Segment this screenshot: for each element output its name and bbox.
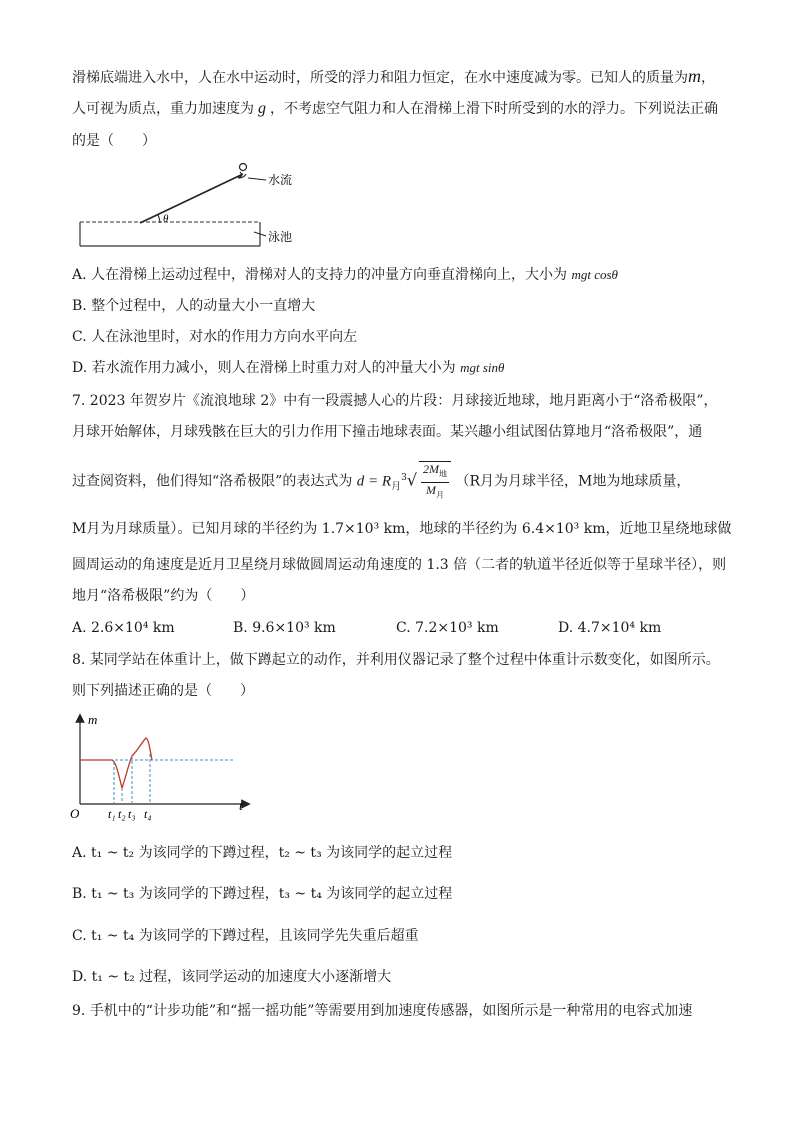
q7-line-1: 7. 2023 年贺岁片《流浪地球 2》中有一段震撼人心的片段：月球接近地球，地月距离小于“洛希极限”， [72,393,718,409]
x-axis-label: t [239,798,243,813]
q6-option-a: A. 人在滑梯上运动过程中，滑梯对人的支持力的冲量方向垂直滑梯向上，大小为 mgt cosθ [72,267,618,283]
g-variable: g [258,100,266,117]
q8-scale-graph [68,710,258,825]
flow-label: 水流 [268,173,293,187]
q7-line-6: 地月“洛希极限”约为（ ） [72,588,255,604]
q8-line-2: 则下列描述正确的是（ ） [72,683,254,699]
q6-option-d-formula: mgt sinθ [460,360,505,375]
y-axis-label: m [88,712,98,727]
root-index: 3 [401,473,407,483]
pool-outline [80,222,260,246]
tick-t2: t₂ [118,807,126,821]
scale-reading-curve [80,738,152,788]
q7-options [72,618,722,638]
q6-stem-line-2: 人可视为质点，重力加速度为 g ，不考虑空气阻力和人在滑梯上滑下时所受到的水的浮力。下列说法正确 [72,100,718,117]
q7-line-4: M月为月球质量）。已知月球的半径约为 1.7×10³ km，地球的半径约为 6.4×10³ km，近地卫星绕地球做 [72,521,732,537]
tick-t1: t₁ [108,807,116,821]
angle-label: θ [163,213,169,225]
q6-option-d: D. 若水流作用力减小，则人在滑梯上时重力对人的冲量大小为 mgt sinθ [72,360,505,376]
q6-option-b: B. 整个过程中，人的动量大小一直增大 [72,298,316,314]
q6-option-c: C. 人在泳池里时，对水的作用力方向水平向左 [72,329,358,345]
q7-option-d: D. 4.7×10⁴ km [558,620,662,636]
q8-option-b: B. t₁ ~ t₃ 为该同学的下蹲过程，t₃ ~ t₄ 为该同学的起立过程 [72,886,453,902]
q9-line-1: 9. 手机中的“计步功能”和“摇一摇功能”等需要用到加速度传感器，如图所示是一种常用的电容式加速 [72,1003,693,1019]
q7-option-a: A. 2.6×10⁴ km [72,620,175,636]
q8-option-c: C. t₁ ~ t₄ 为该同学的下蹲过程，且该同学先失重后超重 [72,928,419,944]
q6-option-a-formula: mgt cosθ [571,267,618,282]
person-head [240,164,247,171]
q7-option-b: B. 9.6×10³ km [233,620,336,636]
flow-pointer [248,178,266,180]
q7-line-3: 过查阅资料，他们得知“洛希极限”的表达式为 $d = R_月^3√$ $\frac{2M_地}{M_月}$ （R月为月球半径，M地为地球质量， [72,458,690,498]
q8-option-a: A. t₁ ~ t₂ 为该同学的下蹲过程，t₂ ~ t₃ 为该同学的起立过程 [72,845,453,861]
slide-line [140,174,243,223]
q8-option-d: D. t₁ ~ t₂ 过程，该同学运动的加速度大小逐渐增大 [72,969,392,985]
q8-line-1: 8. 某同学站在体重计上，做下蹲起立的动作，并利用仪器记录了整个过程中体重计示数变化，如图所示。 [72,652,720,668]
radical-sign: √ [406,470,418,490]
q6-stem-line-3: 的是（ ） [72,133,156,149]
q7-line-5: 圆周运动的角速度是近月卫星绕月球做圆周运动角速度的 1.3 倍（二者的轨道半径近似等于星球半径），则 [72,557,727,573]
roche-formula-lhs: d = R [356,473,392,490]
origin-label: O [70,806,80,821]
tick-t4: t₄ [144,807,152,821]
q7-option-c: C. 7.2×10³ km [396,620,499,636]
pool-label: 泳池 [268,230,293,244]
tick-t3: t₃ [128,807,136,821]
mass-variable: m [688,66,701,86]
roche-formula-radicand: $\frac{2M_地}{M_月}$ [419,461,451,502]
q7-line-2: 月球开始解体，月球残骸在巨大的引力作用下撞击地球表面。某兴趣小组试图估算地月“洛希极限”，通 [72,424,703,440]
q6-slide-figure [78,160,308,252]
q6-stem-line-1: 滑梯底端进入水中，人在水中运动时，所受的浮力和阻力恒定，在水中速度减为零。已知人的质量为m， [72,66,715,86]
